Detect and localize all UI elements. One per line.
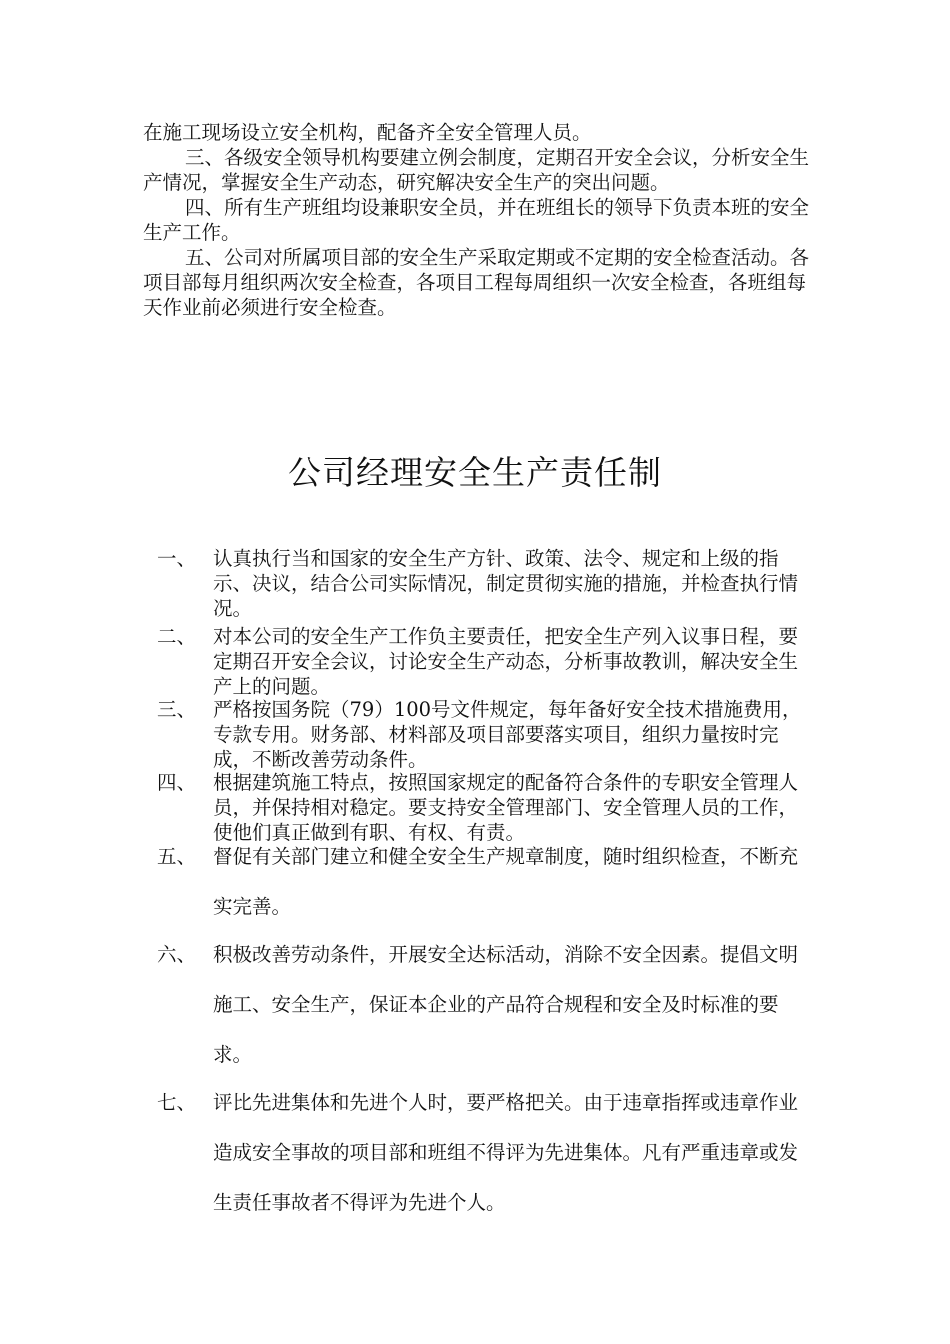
item-text: 根据建筑施工特点，按照国家规定的配备符合条件的专职安全管理人员，并保持相对稳定。要支持安全管理部门、安全管理人员的工作，使他们真正做到有职、有权、有责。 [213, 771, 799, 844]
item-text: 积极改善劳动条件，开展安全达标活动，消除不安全因素。提倡文明施工、安全生产，保证本企业的产品符合规程和安全及时标准的要求。 [213, 943, 799, 1066]
item-number: 五、 [157, 845, 197, 868]
document-title: 公司经理安全生产责任制 [288, 453, 662, 492]
intro-line-1: 在施工现场设立安全机构，配备齐全安全管理人员。 [143, 121, 592, 144]
item-number: 七、 [157, 1091, 197, 1114]
intro-paragraph-3: 三、各级安全领导机构要建立例会制度，定期召开安全会议，分析安全生产情况，掌握安全生产动态，研究解决安全生产的突出问题。 [143, 146, 810, 194]
item-number: 二、 [157, 625, 197, 648]
item-number: 一、 [157, 547, 197, 570]
item-text: 督促有关部门建立和健全安全生产规章制度，随时组织检查，不断充实完善。 [213, 845, 799, 918]
item-number: 四、 [157, 771, 197, 794]
intro-section [143, 120, 823, 320]
item-text: 严格按国务院（79）100号文件规定，每年备好安全技术措施费用，专款专用。财务部、材料部及项目部要落实项目，组织力量按时完成，不断改善劳动条件。 [213, 698, 802, 771]
item-text: 评比先进集体和先进个人时，要严格把关。由于违章指挥或违章作业造成安全事故的项目部和班组不得评为先进集体。凡有严重违章或发生责任事故者不得评为先进个人。 [213, 1091, 799, 1214]
intro-paragraph-5: 五、公司对所属项目部的安全生产采取定期或不定期的安全检查活动。各项目部每月组织两次安全检查，各项目工程每周组织一次安全检查，各班组每天作业前必须进行安全检查。 [143, 246, 810, 319]
item-text: 对本公司的安全生产工作负主要责任，把安全生产列入议事日程，要定期召开安全会议，讨论安全生产动态，分析事故教训，解决安全生产上的问题。 [213, 625, 799, 698]
item-number: 六、 [157, 943, 197, 966]
item-text: 认真执行当和国家的安全生产方针、政策、法令、规定和上级的指示、决议，结合公司实际情况，制定贯彻实施的措施，并检查执行情况。 [213, 547, 799, 620]
intro-paragraph-4: 四、所有生产班组均设兼职安全员，并在班组长的领导下负责本班的安全生产工作。 [143, 196, 810, 244]
item-number: 三、 [157, 698, 197, 721]
